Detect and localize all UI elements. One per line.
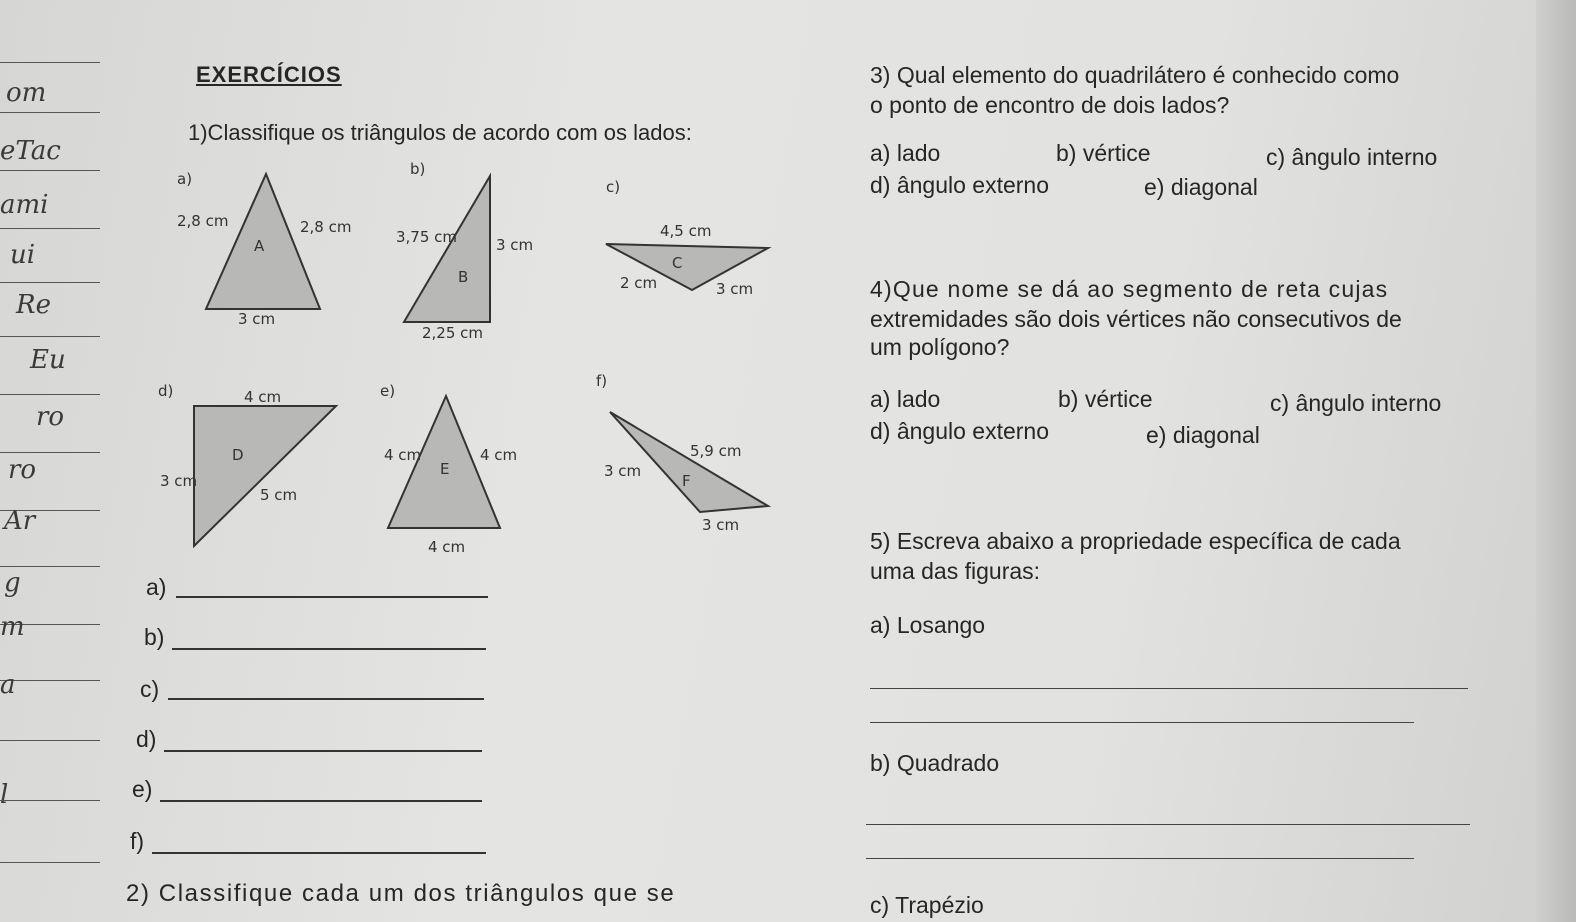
q5-answer-line[interactable] [866,858,1414,859]
figure-e-tag: e) [380,382,396,400]
answer-label-b: b) [144,624,165,650]
triangle-e-name: E [440,460,450,478]
answer-line-c[interactable] [168,698,484,700]
q4-option-a[interactable]: a) lado [870,386,941,412]
margin-note: om [6,78,47,108]
margin-note: ro [8,455,37,485]
q5-answer-line[interactable] [866,824,1470,825]
triangle-f-top: 5,9 cm [690,442,742,460]
q5-item-quadrado: b) Quadrado [870,750,1000,776]
q3-option-e[interactable]: e) diagonal [1144,174,1258,200]
margin-note: ami [0,190,49,220]
q4-option-d[interactable]: d) ângulo externo [870,418,1050,444]
triangle-a-base: 3 cm [238,310,276,328]
q5-item-trapezio: c) Trapézio [870,892,984,918]
triangle-a-name: A [254,237,265,255]
triangle-d-hyp: 5 cm [260,486,298,504]
margin-note: ro [36,402,65,432]
answer-label-e: e) [132,776,153,802]
page-edge [1536,0,1576,922]
triangle-e-base: 4 cm [428,538,466,556]
figure-f-tag: f) [596,372,608,390]
answer-line-f[interactable] [152,852,486,854]
question-3-line-1: 3) Qual elemento do quadrilátero é conhecido como [870,62,1400,88]
margin-note: Eu [30,345,66,375]
triangle-c-top: 4,5 cm [660,222,712,240]
triangle-b-hyp: 3,75 cm [396,228,458,246]
figure-d-tag: d) [158,382,174,400]
q4-option-e[interactable]: e) diagonal [1146,422,1260,448]
answer-line-b[interactable] [172,648,486,650]
margin-note: ui [10,240,36,270]
question-3-line-2: o ponto de encontro de dois lados? [870,92,1230,118]
triangle-d-name: D [232,446,244,464]
triangle-e-left: 4 cm [384,446,422,464]
triangle-b-side: 3 cm [496,236,534,254]
triangle-a-left: 2,8 cm [177,212,229,230]
q3-option-a[interactable]: a) lado [870,140,941,166]
q5-answer-line[interactable] [870,688,1468,689]
margin-note: m [0,612,25,642]
margin-note: l [0,780,9,810]
margin-note: a [0,670,16,700]
question-1-prompt: 1)Classifique os triângulos de acordo com os lados: [188,120,692,145]
q3-option-b[interactable]: b) vértice [1056,140,1151,166]
question-2-prompt: 2) Classifique cada um dos triângulos que se [126,880,676,907]
triangle-c-right: 3 cm [716,280,754,298]
q4-option-c[interactable]: c) ângulo interno [1270,390,1442,416]
triangle-c-name: C [672,254,683,272]
question-4-line-3: um polígono? [870,334,1010,360]
answer-label-d: d) [136,726,157,752]
triangle-b-name: B [458,268,469,286]
answer-line-d[interactable] [164,750,482,752]
answer-line-a[interactable] [176,596,488,598]
q3-option-c[interactable]: c) ângulo interno [1266,144,1438,170]
triangle-f-left: 3 cm [604,462,642,480]
question-5-line-1: 5) Escreva abaixo a propriedade específica de cada [870,528,1401,554]
question-5-line-2: uma das figuras: [870,558,1041,584]
margin-note: g [4,568,21,598]
triangle-b-base: 2,25 cm [422,324,484,342]
triangle-e-right: 4 cm [480,446,518,464]
figure-c-tag: c) [606,178,621,196]
question-4-line-1: 4)Que nome se dá ao segmento de reta cujas [870,276,1389,302]
answer-label-f: f) [130,828,145,854]
figure-b-tag: b) [410,160,426,178]
margin-note: eTac [0,136,61,166]
triangle-f-name: F [682,472,691,490]
triangle-a-right: 2,8 cm [300,218,352,236]
margin-note: Re [16,290,51,320]
answer-label-c: c) [140,676,160,702]
q3-option-d[interactable]: d) ângulo externo [870,172,1050,198]
figure-a-tag: a) [177,170,193,188]
q4-option-b[interactable]: b) vértice [1058,386,1153,412]
answer-line-e[interactable] [160,800,482,802]
triangle-d-top: 4 cm [244,388,282,406]
page-title: EXERCÍCIOS [196,62,342,87]
triangle-f-bottom: 3 cm [702,516,740,534]
triangle-c-left: 2 cm [620,274,658,292]
margin-note: Ar [4,506,36,536]
triangle-f [0,0,1,1]
triangle-d-side: 3 cm [160,472,198,490]
q5-answer-line[interactable] [870,722,1414,723]
answer-label-a: a) [146,574,167,600]
question-4-line-2: extremidades são dois vértices não consecutivos de [870,306,1402,332]
q5-item-losango: a) Losango [870,612,986,638]
